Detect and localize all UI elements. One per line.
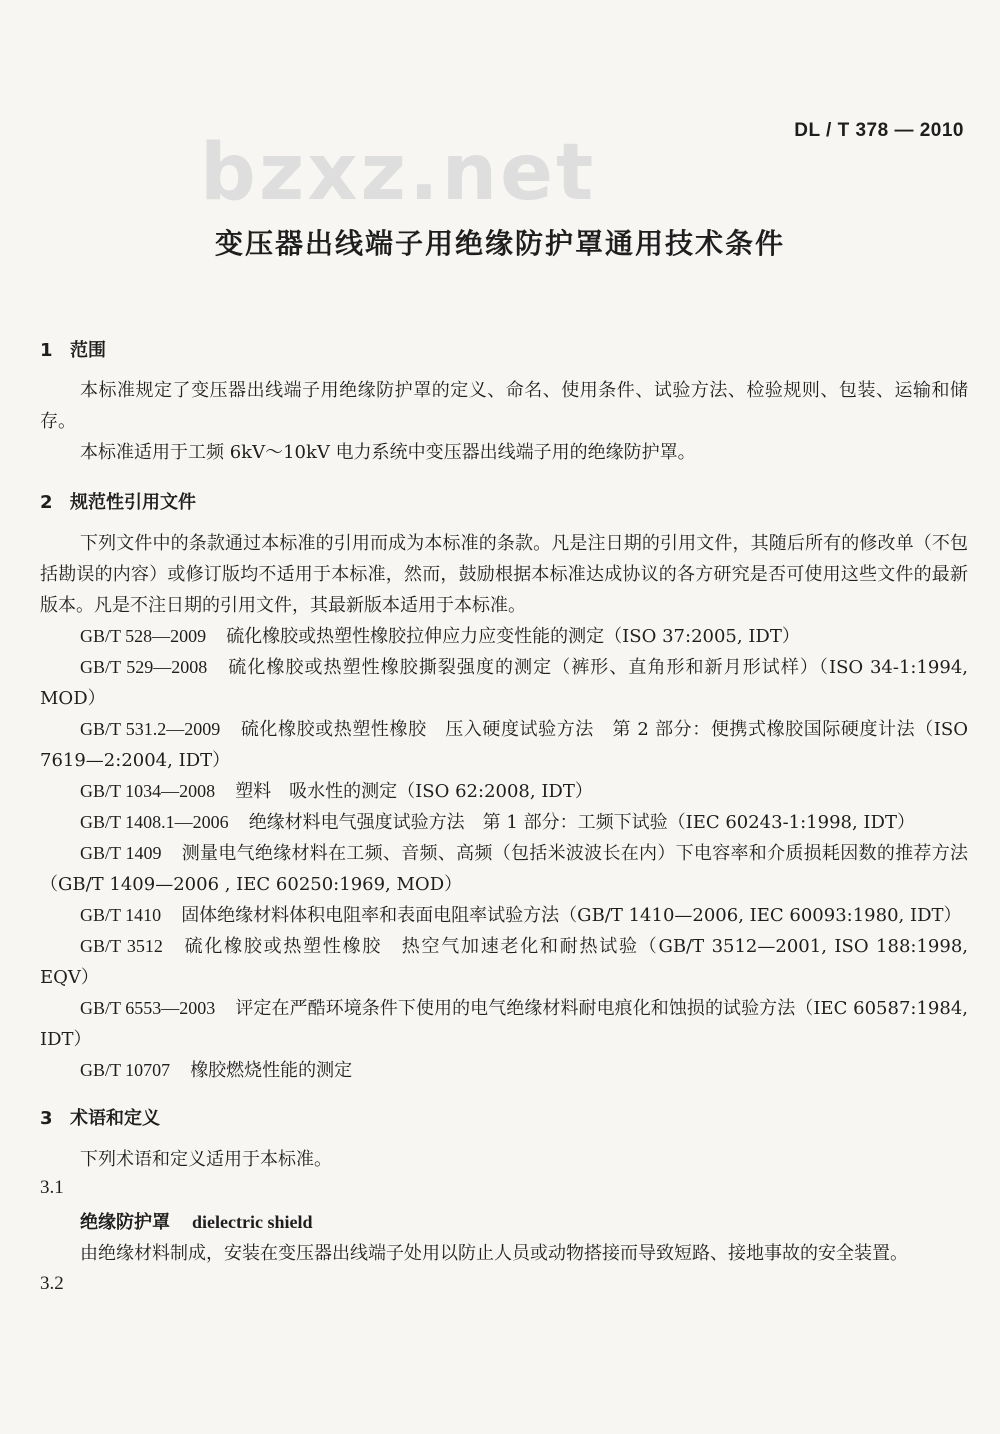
reference-item: GB/T 528—2009 硫化橡胶或热塑性橡胶拉伸应力应变性能的测定（ISO 37:2005, IDT） [80,626,800,647]
standard-code: DL / T 378 — 2010 [794,120,964,141]
section-1-para-2: 本标准适用于工频 6kV～10kV 电力系统中变压器出线端子用的绝缘防护罩。 [80,442,696,463]
reference-item: GB/T 6553—2003 评定在严酷环境条件下使用的电气绝缘材料耐电痕化和蚀损的试验方法（IEC 60587:1984, IDT） [40,998,968,1050]
section-3-heading: 3 术语和定义 [40,1108,160,1129]
section-2-intro: 下列文件中的条款通过本标准的引用而成为本标准的条款。凡是注日期的引用文件，其随后所有的修改单（不包括勘误的内容）或修订版均不适用于本标准，然而，鼓励根据本标准达成协议的各方研究是否可使用这些文件的最新版本。凡是不注日期的引用文件，其最新版本适用于本标准。 [40,533,968,616]
term-3-1-definition: 由绝缘材料制成，安装在变压器出线端子处用以防止人员或动物搭接而导致短路、接地事故的安全装置。 [80,1243,908,1264]
section-1-para-1: 本标准规定了变压器出线端子用绝缘防护罩的定义、命名、使用条件、试验方法、检验规则、包装、运输和储存。 [40,380,968,432]
reference-item: GB/T 1410 固体绝缘材料体积电阻率和表面电阻率试验方法（GB/T 1410—2006, IEC 60093:1980, IDT） [80,905,962,926]
watermark: bzxz.net [200,128,597,218]
document-body [40,336,968,1295]
reference-item: GB/T 1408.1—2006 绝缘材料电气强度试验方法 第 1 部分：工频下试验（IEC 60243-1:1998, IDT） [80,812,915,833]
reference-item: GB/T 529—2008 硫化橡胶或热塑性橡胶撕裂强度的测定（裤形、直角形和新月形试样）（ISO 34-1:1994, MOD） [40,657,968,709]
reference-item: GB/T 1034—2008 塑料 吸水性的测定（ISO 62:2008, IDT） [80,781,593,802]
section-1-heading: 1 范围 [40,340,106,361]
term-3-2-number: 3.2 [40,1273,64,1294]
reference-item: GB/T 531.2—2009 硫化橡胶或热塑性橡胶 压入硬度试验方法 第 2 部分：便携式橡胶国际硬度计法（ISO 7619—2:2004, IDT） [40,719,968,771]
reference-item: GB/T 1409 测量电气绝缘材料在工频、音频、高频（包括米波波长在内）下电容率和介质损耗因数的推荐方法（GB/T 1409—2006 , IEC 60250:1969, MOD） [40,843,968,895]
reference-item: GB/T 3512 硫化橡胶或热塑性橡胶 热空气加速老化和耐热试验（GB/T 3512—2001, ISO 188:1998, EQV） [40,936,968,988]
document-title: 变压器出线端子用绝缘防护罩通用技术条件 [214,227,785,260]
section-2-heading: 2 规范性引用文件 [40,492,196,513]
reference-item: GB/T 10707 橡胶燃烧性能的测定 [80,1060,353,1081]
term-3-1-name: 绝缘防护罩 dielectric shield [80,1212,313,1233]
section-3-intro: 下列术语和定义适用于本标准。 [80,1149,332,1170]
term-3-1-number: 3.1 [40,1177,64,1198]
